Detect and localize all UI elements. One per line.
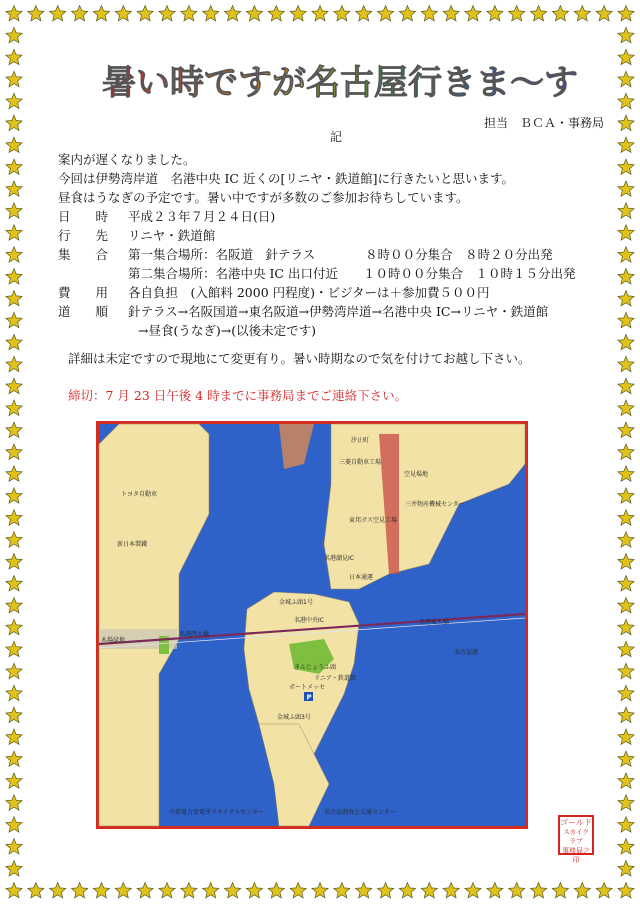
page-title — [102, 52, 578, 110]
map-label-7: 名港潮見IC — [324, 555, 354, 562]
map-label-4: 三井物産機械センター — [405, 501, 465, 508]
border-star — [290, 883, 306, 898]
border-star — [509, 883, 525, 898]
border-star — [137, 883, 153, 898]
intro-line-2: 今回は伊勢湾岸道 名港中央 IC 近くの[リニヤ・鉄道館]に行きたいと思います。 — [58, 171, 514, 186]
border-star — [6, 488, 22, 503]
seal-stamp — [558, 815, 594, 864]
border-star — [203, 883, 219, 898]
border-star — [115, 883, 131, 898]
border-star — [618, 247, 634, 262]
border-star — [618, 773, 634, 788]
border-star — [356, 6, 372, 21]
meet-2: 第二集合場所：名港中央 IC 出口付近 １０時００分集合 １０時１５分出発 — [128, 266, 576, 281]
parking-label: P — [306, 693, 312, 702]
border-star — [312, 6, 328, 21]
border-star — [159, 883, 175, 898]
notice: 詳細は未定ですので現地にて変更有り。暑い時期なので気を付けてお越し下さい。 — [68, 351, 531, 366]
date-label: 日 時 — [58, 209, 109, 224]
cost-value: 各自負担 (入館料 2000 円程度)・ビジターは＋参加費５００円 — [128, 285, 490, 300]
border-star — [6, 137, 22, 152]
border-star — [6, 773, 22, 788]
border-star — [6, 181, 22, 196]
border-star — [618, 619, 634, 634]
border-star — [399, 6, 415, 21]
border-star — [50, 6, 66, 21]
border-star — [618, 751, 634, 766]
meet-row — [58, 245, 553, 263]
border-star — [225, 6, 241, 21]
border-star — [28, 883, 44, 898]
border-star — [246, 883, 262, 898]
border-star — [618, 422, 634, 437]
map-label-21: 名港東大橋 — [419, 619, 450, 626]
map-label-2: 三菱自動車工場 — [339, 459, 382, 466]
border-star — [6, 93, 22, 108]
border-star — [618, 554, 634, 569]
border-star — [618, 444, 634, 459]
border-star — [399, 883, 415, 898]
dest-value: リニヤ・鉄道館 — [128, 228, 216, 243]
map-label-9: 金城ふ頭1号 — [279, 599, 313, 606]
border-star — [552, 6, 568, 21]
border-star — [6, 554, 22, 569]
border-star — [6, 225, 22, 240]
border-star — [6, 861, 22, 876]
map-label-10: 名古屋港 — [454, 649, 479, 656]
route-1: 針テラス→名阪国道→東名阪道→伊勢湾岸道→名港中央 IC→リニヤ・鉄道館 — [128, 304, 549, 319]
border-star — [6, 817, 22, 832]
border-star — [225, 883, 241, 898]
border-star — [334, 6, 350, 21]
border-star — [618, 71, 634, 86]
meet-1: 第一集合場所：名阪道 針テラス ８時００分集合 ８時２０分出発 — [128, 247, 553, 262]
border-star — [6, 510, 22, 525]
border-star — [6, 71, 22, 86]
west-land — [99, 424, 209, 826]
border-star — [312, 883, 328, 898]
border-star — [181, 6, 197, 21]
border-star — [618, 356, 634, 371]
border-star — [487, 6, 503, 21]
border-star — [618, 817, 634, 832]
border-star — [50, 883, 66, 898]
border-star — [618, 839, 634, 854]
border-star — [6, 576, 22, 591]
border-star — [618, 225, 634, 240]
border-star — [72, 6, 88, 21]
border-star — [618, 598, 634, 613]
border-star — [618, 729, 634, 744]
border-star — [268, 883, 284, 898]
border-star — [6, 400, 22, 415]
map-label-8: 名港中央IC — [294, 617, 324, 624]
map-label-16: 金城ふ頭3号 — [277, 714, 311, 721]
border-star — [6, 883, 22, 898]
area-map — [96, 421, 528, 829]
border-star — [618, 663, 634, 678]
border-star — [93, 883, 109, 898]
border-star — [6, 466, 22, 481]
cost-label: 費 用 — [58, 285, 109, 300]
border-star — [6, 378, 22, 393]
border-star — [6, 663, 22, 678]
border-star — [618, 137, 634, 152]
border-star — [6, 159, 22, 174]
stamp-line-1: ゴールド — [560, 818, 592, 827]
border-star — [6, 641, 22, 656]
stamp-line-3: 事務局之印 — [562, 846, 590, 864]
border-star — [618, 532, 634, 547]
border-star — [618, 93, 634, 108]
border-star — [618, 49, 634, 64]
dest-label: 行 先 — [58, 228, 109, 243]
map-label-17: 中部電力変電所リサイクルセンター — [169, 809, 264, 816]
border-star — [115, 6, 131, 21]
border-star — [6, 619, 22, 634]
meet-label: 集 合 — [58, 247, 109, 262]
border-star — [487, 883, 503, 898]
border-star — [93, 6, 109, 21]
border-star — [618, 269, 634, 284]
border-star — [618, 334, 634, 349]
stamp-line-2: スカイクラブ — [563, 827, 589, 845]
border-star — [618, 641, 634, 656]
border-star — [618, 510, 634, 525]
border-star — [618, 685, 634, 700]
border-star — [6, 115, 22, 130]
border-star — [618, 488, 634, 503]
border-star — [465, 6, 481, 21]
map-label-15: ポートメッセ — [289, 684, 325, 691]
border-star — [290, 6, 306, 21]
border-star — [6, 27, 22, 42]
border-star — [596, 883, 612, 898]
border-star — [6, 729, 22, 744]
map-label-11: トヨタ自動車 — [121, 491, 158, 498]
border-star — [137, 6, 153, 21]
dest-row — [58, 226, 216, 244]
border-star — [421, 883, 437, 898]
border-star — [159, 6, 175, 21]
border-star — [6, 49, 22, 64]
ki-mark: 記 — [330, 130, 343, 144]
border-star — [6, 795, 22, 810]
intro-line-1: 案内が遅くなりました。 — [58, 152, 196, 167]
map-label-12: 新日本製鐵 — [117, 541, 148, 548]
border-star — [552, 883, 568, 898]
border-star — [618, 400, 634, 415]
mud-flat — [279, 424, 314, 469]
border-star — [618, 115, 634, 130]
border-star — [356, 883, 372, 898]
border-star — [6, 312, 22, 327]
title-text: 暑い時ですが名古屋行きま～す — [102, 63, 578, 103]
border-star — [618, 883, 634, 898]
author: 担当 ＢＣＡ・事務局 — [483, 116, 604, 130]
map-label-3: 空見場地 — [404, 471, 429, 478]
route-label: 道 順 — [58, 304, 109, 319]
border-star — [596, 6, 612, 21]
map-label-18: 名古屋港海上交通センター — [324, 809, 396, 816]
border-star — [72, 883, 88, 898]
border-star — [6, 751, 22, 766]
border-star — [618, 576, 634, 591]
date-row — [58, 207, 276, 225]
map-label-20: 名港西大橋 — [179, 631, 210, 638]
border-star — [509, 6, 525, 21]
intro-line-3: 昼食はうなぎの予定です。暑い中ですが多数のご参加お待ちしています。 — [58, 190, 469, 205]
border-star — [618, 312, 634, 327]
border-star — [203, 6, 219, 21]
border-star — [574, 6, 590, 21]
border-star — [6, 444, 22, 459]
deadline: 締切：7 月 23 日午後 4 時までに事務局までご連絡下さい。 — [68, 388, 408, 403]
border-star — [6, 356, 22, 371]
border-star — [6, 6, 22, 21]
border-star — [6, 532, 22, 547]
border-star — [246, 6, 262, 21]
border-star — [6, 598, 22, 613]
route-2: →昼食(うなぎ)→(以後未定です) — [138, 323, 316, 338]
border-star — [6, 247, 22, 262]
border-star — [531, 6, 547, 21]
border-star — [618, 159, 634, 174]
border-star — [378, 883, 394, 898]
date-value: 平成２３年７月２４日(日) — [128, 209, 276, 224]
border-star — [618, 378, 634, 393]
map-label-6: 日本通運 — [349, 574, 374, 581]
border-star — [6, 269, 22, 284]
map-label-14: リニア・鉄道館 — [314, 675, 356, 682]
border-star — [618, 203, 634, 218]
border-star — [6, 291, 22, 306]
border-star — [618, 861, 634, 876]
border-star — [618, 291, 634, 306]
border-star — [334, 883, 350, 898]
cost-row — [58, 283, 490, 301]
border-star — [6, 334, 22, 349]
border-star — [6, 839, 22, 854]
border-star — [378, 6, 394, 21]
map-label-5: 東邦ガス空見工場 — [349, 517, 398, 524]
border-star — [6, 422, 22, 437]
border-star — [6, 203, 22, 218]
border-star — [618, 466, 634, 481]
border-star — [618, 181, 634, 196]
border-star — [6, 707, 22, 722]
border-star — [618, 6, 634, 21]
border-star — [268, 6, 284, 21]
map-label-13: 木場緑地 — [101, 637, 126, 644]
border-star — [421, 6, 437, 21]
border-star — [465, 883, 481, 898]
border-star — [6, 685, 22, 700]
border-star — [618, 27, 634, 42]
border-star — [531, 883, 547, 898]
border-star — [181, 883, 197, 898]
border-star — [618, 707, 634, 722]
border-star — [443, 883, 459, 898]
route-row — [58, 302, 549, 320]
map-label-1: 汐止町 — [351, 437, 370, 444]
border-star — [443, 6, 459, 21]
border-star — [618, 795, 634, 810]
map-label-19: きんじょうふ頭 — [294, 664, 337, 671]
border-star — [574, 883, 590, 898]
border-star — [28, 6, 44, 21]
